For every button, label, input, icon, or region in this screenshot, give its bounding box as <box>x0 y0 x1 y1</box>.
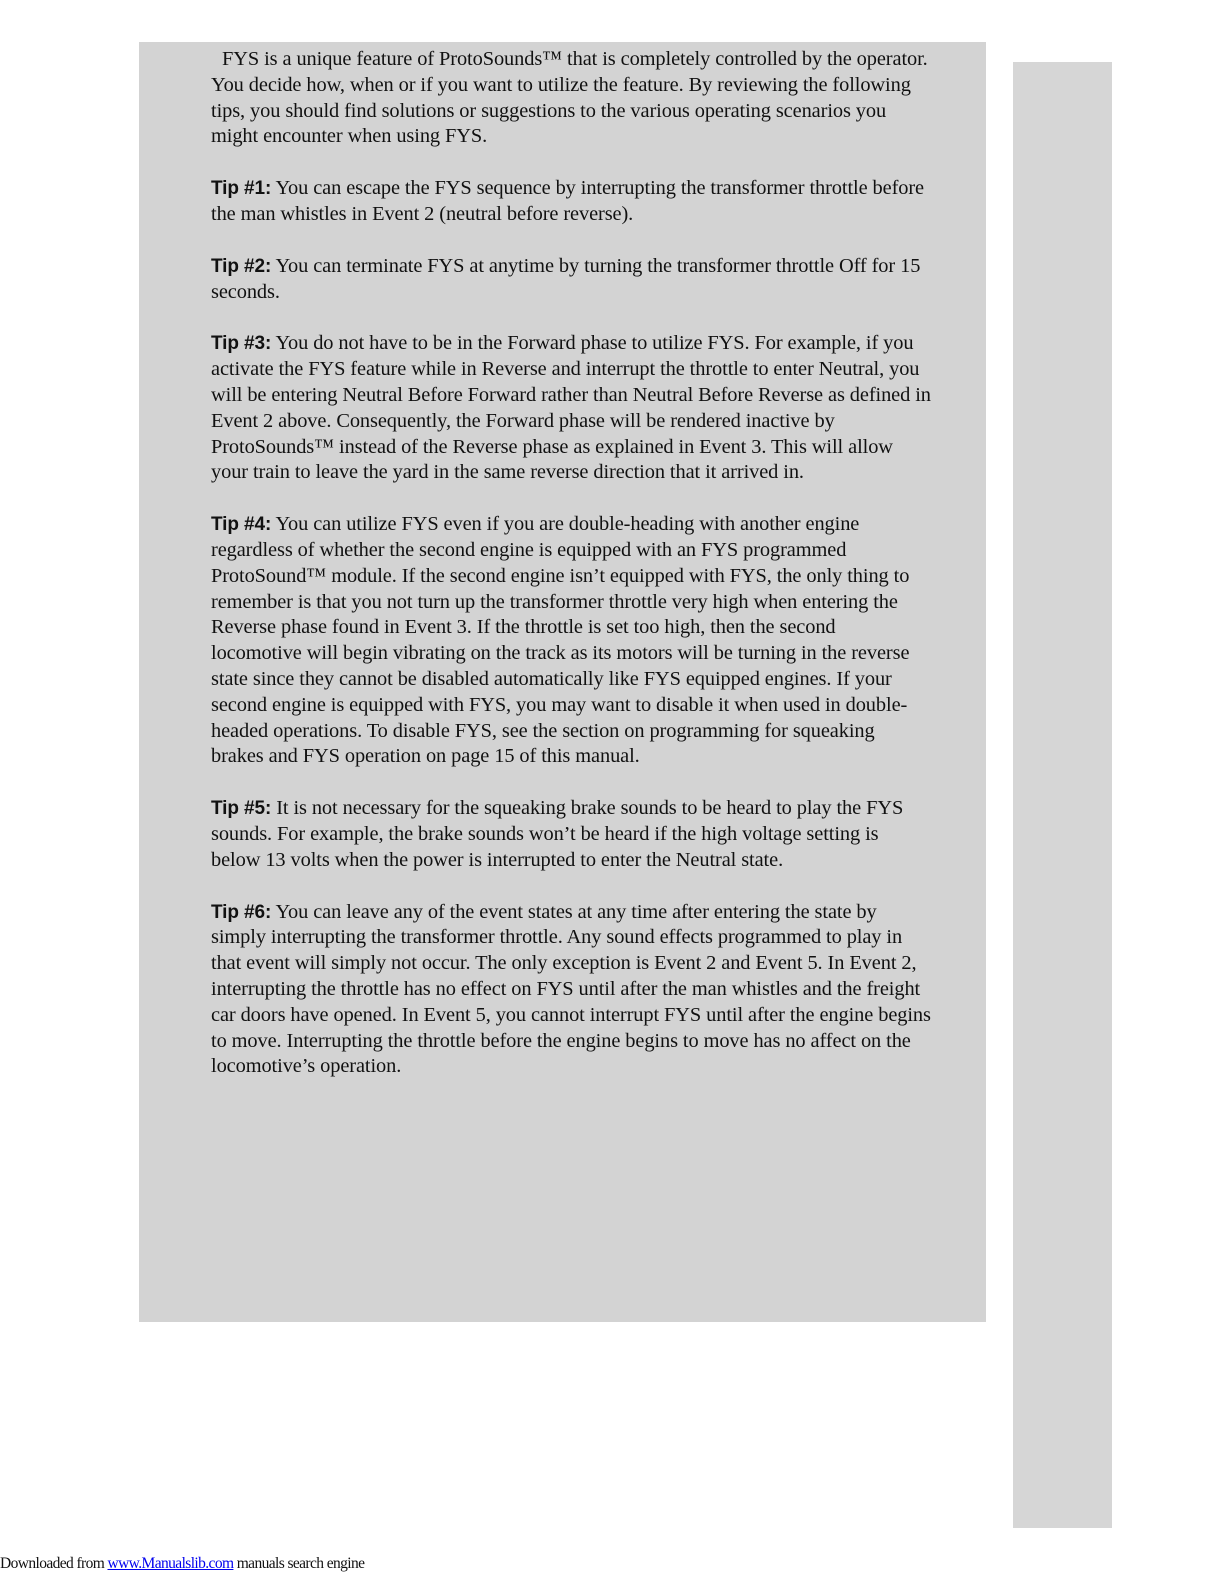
tip-6-label: Tip #6: <box>211 901 272 923</box>
tip-1-label: Tip #1: <box>211 178 272 200</box>
footer-prefix: Downloaded from <box>0 1555 108 1572</box>
tip-2-label: Tip #2: <box>211 255 272 277</box>
manualslib-link[interactable]: www.Manualslib.com <box>107 1555 234 1572</box>
tip-3-text: You do not have to be in the Forward phase to utilize FYS. For example, if you activate the FYS feature while in Reverse and interrupt the throttle to enter Neutral, you will be entering Neutral Before Forward rather than Neutral Before Reverse as defined in Event 2 above. Consequently, the Forward phase will be rendered inactive by ProtoSounds™ instead of the Reverse phase as explained in Event 3. This will allow your train to leave the yard in the same reverse direction that it arrived in. <box>211 332 931 484</box>
side-strip <box>1013 62 1112 1528</box>
tip-2-text: You can terminate FYS at anytime by turning the transformer throttle Off for 15 seconds. <box>211 254 921 303</box>
tip-5-text: It is not necessary for the squeaking brake sounds to be heard to play the FYS sounds. For example, the brake sounds won’t be heard if the high voltage setting is below 13 volts when the power is interrupted to enter the Neutral state. <box>211 797 904 871</box>
page-content <box>211 47 931 1106</box>
download-footer <box>0 1555 600 1573</box>
tip-6-text: You can leave any of the event states at any time after entering the state by simply interrupting the transformer throttle. Any sound effects programmed to play in that event will simply not occur. The only exception is Event 2 and Event 5. In Event 2, interrupting the throttle has no effect on FYS until after the man whistles and the freight car doors have opened. In Event 5, you cannot interrupt FYS until after the engine begins to move. Interrupting the throttle before the engine begins to move has no affect on the locomotive’s operation. <box>211 900 931 1078</box>
tip-1 <box>211 176 931 228</box>
tip-4 <box>211 512 931 770</box>
tip-4-text: You can utilize FYS even if you are double-heading with another engine regardless of whether the second engine is equipped with an FYS programmed ProtoSound™ module. If the second engine isn’t equipped with FYS, the only thing to remember is that you not turn up the transformer throttle very high when entering the Reverse phase found in Event 3. If the throttle is set too high, then the second locomotive will begin vibrating on the track as its motors will be turning in the reverse state since they cannot be disabled automatically like FYS equipped engines. If your second engine is equipped with FYS, you may want to disable it when used in double-headed operations. To disable FYS, see the section on programming for squeaking brakes and FYS operation on page 15 of this manual. <box>211 513 910 768</box>
tip-3-label: Tip #3: <box>211 333 272 355</box>
intro-paragraph: FYS is a unique feature of ProtoSounds™ that is completely controlled by the operator. You decide how, when or if you want to utilize the feature. By reviewing the following tips, you should find solutions or suggestions to the various operating scenarios you might encounter when using FYS. <box>211 48 928 148</box>
tip-3 <box>211 331 931 486</box>
tip-2 <box>211 254 931 306</box>
footer-suffix: manuals search engine <box>233 1555 365 1572</box>
tip-6 <box>211 900 931 1081</box>
tip-1-text: You can escape the FYS sequence by interrupting the transformer throttle before the man whistles in Event 2 (neutral before reverse). <box>211 177 925 225</box>
tip-5 <box>211 796 931 873</box>
tip-5-label: Tip #5: <box>211 798 272 820</box>
tip-4-label: Tip #4: <box>211 514 272 536</box>
